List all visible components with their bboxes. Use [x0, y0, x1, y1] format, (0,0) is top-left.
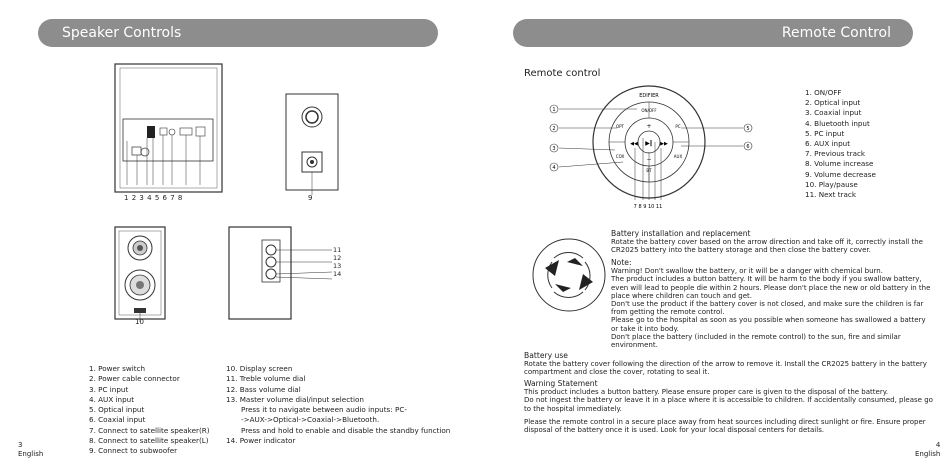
page-number: 3 — [18, 441, 23, 449]
controls-list-2 — [226, 364, 450, 446]
list-item: 4. AUX input — [89, 394, 135, 404]
remote-brand: EDIFIER — [639, 93, 659, 99]
list-item: ->AUX->Optical->Coaxial->Bluetooth. — [241, 415, 380, 425]
battery-install-title: Battery installation and replacement — [611, 229, 751, 238]
callout-5: 5 — [154, 194, 160, 202]
callout-14: 14 — [333, 270, 342, 278]
callout-13: 13 — [333, 262, 342, 270]
page-language: English — [18, 450, 44, 458]
callout-2: 2 — [131, 194, 137, 202]
battery-install-section — [611, 230, 933, 255]
rear-panel-diagram — [115, 64, 222, 192]
speaker-front-diagram — [115, 227, 165, 322]
warning-title: Warning Statement — [524, 379, 598, 388]
next-icon: ▶▶ — [660, 141, 668, 147]
list-item: 4. Bluetooth input — [805, 118, 870, 128]
remote-control-banner: Remote Control — [513, 19, 913, 47]
list-item: 12. Bass volume dial — [226, 384, 301, 394]
remote-btn-aux: AUX — [673, 154, 683, 159]
callout-4: 4 — [147, 194, 153, 202]
note-title: Note: — [611, 258, 632, 267]
callout-7: 7 — [170, 194, 176, 202]
remote-callout-1: 1 — [552, 107, 556, 113]
page-language: English — [915, 450, 941, 458]
note-section — [611, 259, 933, 349]
remote-callout-5: 5 — [746, 126, 750, 132]
list-item: 10. Display screen — [226, 364, 293, 373]
callout-12: 12 — [333, 254, 342, 262]
list-item: 8. Connect to satellite speaker(L) — [89, 436, 209, 446]
callout-6: 6 — [162, 194, 168, 202]
battery-use-text: Rotate the battery cover following the direction of the arrow to remove it. Install the CR2025 battery in the battery compartment and close the cover, rotating to seal it. — [524, 360, 927, 377]
right-page — [475, 0, 950, 474]
page-number-right — [915, 441, 940, 459]
remote-callout-4: 4 — [552, 165, 556, 171]
callout-8: 8 — [177, 194, 183, 202]
remote-buttons-list — [805, 88, 876, 200]
list-item: 5. PC input — [805, 128, 845, 138]
play-pause-icon: ▶‖ — [645, 140, 653, 147]
list-item: 11. Next track — [805, 190, 857, 200]
controls-list-1 — [89, 364, 210, 457]
list-item: 1. ON/OFF — [805, 88, 842, 97]
list-item: 3. PC input — [89, 384, 129, 394]
list-item: Press it to navigate between audio inputs: PC- — [241, 405, 407, 415]
battery-use-section — [524, 352, 934, 377]
list-item: 5. Optical input — [89, 405, 145, 415]
disposal-text: Please the remote control in a secure place away from heat sources including direct sunlight or fire. Ensure proper disposal of the battery once it is used. Look for your local disposal centers for details. — [524, 418, 926, 435]
list-item: 9. Connect to subwoofer — [89, 446, 178, 456]
callout-1: 1 — [124, 194, 129, 202]
list-item: 9. Volume decrease — [805, 169, 876, 179]
note-line: The product includes a button battery. It will be harm to the body if you swallow battery, even will lead to people die within 2 hours. Please don't place the new or old battery in the place where children can touch and get. — [611, 275, 931, 300]
list-item: 1. Power switch — [89, 364, 146, 373]
list-item: 3. Coaxial input — [805, 108, 862, 118]
remote-callout-6: 6 — [746, 144, 750, 150]
remote-btn-cox: COX — [615, 154, 625, 159]
list-item: Press and hold to enable and disable the standby function — [241, 425, 451, 435]
volume-down-icon: − — [646, 156, 652, 163]
warning-section — [524, 380, 934, 413]
previous-icon: ◀◀ — [630, 141, 638, 147]
remote-callout-2: 2 — [552, 126, 556, 132]
callout-10: 10 — [135, 318, 144, 326]
warning-line: This product includes a button battery. Please ensure proper care is given to the disposal of the battery. — [524, 388, 889, 397]
list-item: 8. Volume increase — [805, 159, 874, 169]
side-callouts — [333, 246, 341, 278]
page-number-left — [18, 441, 43, 459]
battery-install-text: Rotate the battery cover based on the arrow direction and take off it, correctly install the CR2025 battery into the battery storage and then close the battery cover. — [611, 238, 923, 255]
list-item: 2. Power cable connector — [89, 374, 180, 384]
volume-up-icon: + — [646, 123, 652, 130]
callout-3: 3 — [139, 194, 145, 202]
battery-use-title: Battery use — [524, 351, 568, 360]
subwoofer-rear-diagram — [286, 94, 338, 195]
remote-heading: Remote control — [524, 68, 601, 79]
list-item: 6. Coaxial input — [89, 415, 146, 425]
remote-btn-pc: PC — [675, 124, 681, 129]
list-item: 14. Power indicator — [226, 436, 296, 446]
remote-callout-3: 3 — [552, 146, 556, 152]
remote-callouts-bottom: 7 8 9 10 11 — [633, 204, 663, 210]
rear-callouts — [124, 194, 183, 202]
list-item: 10. Play/pause — [805, 179, 858, 189]
list-item: 6. AUX input — [805, 139, 851, 149]
note-line: Don't place the battery (included in the remote control) to the sun, fire and similar environment. — [611, 332, 901, 350]
callout-9: 9 — [308, 194, 313, 202]
remote-btn-opt: OPT — [615, 124, 625, 129]
callout-11: 11 — [333, 246, 342, 254]
note-line: Please go to the hospital as soon as you possible when someone has swallowed a battery or take it into body. — [611, 316, 926, 333]
page-number: 4 — [935, 441, 941, 449]
warning-line: Do not ingest the battery or leave it in a place where it is accessible to children. If accidentally consumed, please go to the hospital immediately. — [524, 396, 933, 413]
note-line: Warning! Don't swallow the battery, or it will be a danger with chemical burn. — [611, 267, 883, 276]
battery-cover-diagram — [533, 239, 605, 311]
list-item: 11. Treble volume dial — [226, 374, 306, 384]
list-item: 2. Optical input — [805, 98, 861, 108]
speaker-side-diagram — [229, 227, 332, 319]
speaker-controls-banner: Speaker Controls — [38, 19, 438, 47]
remote-btn-bt: BT — [646, 168, 652, 173]
list-item: 7. Previous track — [805, 149, 866, 159]
remote-btn-power: ON/OFF — [641, 108, 657, 113]
list-item: 13. Master volume dial/input selection — [226, 394, 364, 404]
list-item: 7. Connect to satellite speaker(R) — [89, 425, 210, 435]
note-line: Don't use the product if the battery cover is not closed, and make sure the children is far from getting the remote control. — [611, 300, 924, 317]
